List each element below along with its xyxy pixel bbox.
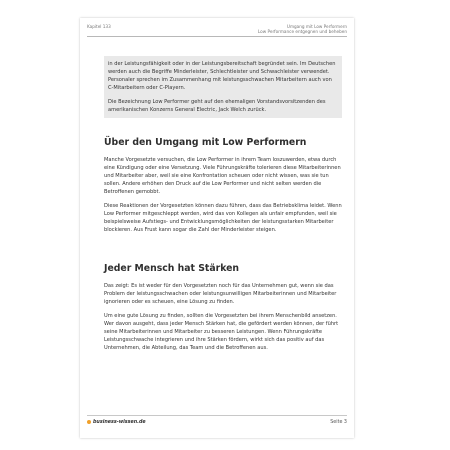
brand-logo[interactable] bbox=[87, 420, 146, 425]
section-staerken bbox=[104, 263, 342, 357]
section-paragraph: Um eine gute Lösung zu finden, sollten die Vorgesetzten bei ihrem Menschenbild ansetzen. Wer davon ausgeht, dass jeder Mensch Stärken hat, die gefördert werden können, der führt seine Mitarbeiterinnen und Mitarbeiter zu besseren Leistungen. Wenn Führungskräfte Leistungsschwache integrieren und ihre Stärken fördern, wirkt sich das positiv auf das Unternehmen, die Abteilung, das Team und die Betroffenen aus. bbox=[104, 312, 339, 351]
header-section-title: Umgang mit Low Performern bbox=[286, 24, 347, 29]
section-paragraph: Manche Vorgesetzte versuchen, die Low Performer in ihrem Team loszuwerden, etwa durch eine Kündigung oder eine Versetzung. Viele Führungskräfte tolerieren diese Mitarbeiterinnen und Mitarbeiter aber, weil sie eine Konfrontation scheuen oder nicht wissen, was sie tun sollen. Andere erhöhen den Druck auf die Low Performer und nicht selten werden die Betroffenen gemobbt. bbox=[104, 157, 341, 195]
document-page bbox=[80, 18, 354, 438]
page-footer bbox=[87, 415, 347, 427]
section-paragraph: Diese Reaktionen der Vorgesetzten können dazu führen, dass das Betriebsklima leidet. Wenn Low Performer mitgeschleppt werden, wird das von Kollegen als unfair empfunden, weil sie beispielsweise Aufstiegs- und Entwicklungsmöglichkeiten der leistungsstarken Mitarbeiter blockieren. Aus Frust kann sogar die Zahl der Minderleister steigen. bbox=[104, 202, 342, 233]
brand-name: business-wissen.de bbox=[93, 419, 146, 425]
intro-paragraph: in der Leistungsfähigkeit oder in der Leistungsbereitschaft begründet sein. Im Deutschen werden auch die Begriffe Minderleister, Schlechtleister und Schwachleister verwendet. Personaler sprechen im Zusammenhang mit leistungsschwachen Mitarbeitern auch von C-Mitarbeitern oder C-Playern. bbox=[108, 61, 336, 91]
section-heading: Jeder Mensch hat Stärken bbox=[104, 263, 240, 274]
section-heading: Über den Umgang mit Low Performern bbox=[104, 137, 307, 148]
brand-dot-icon bbox=[87, 420, 91, 424]
chapter-label: Kapitel 133 bbox=[87, 24, 111, 29]
intro-box bbox=[104, 56, 342, 118]
section-paragraph: Das zeigt: Es ist weder für den Vorgesetzten noch für das Unternehmen gut, wenn sie das Problem der leistungsschwachen oder leistungsunwilligen Mitarbeiterinnen und Mitarbeiter ignorieren oder es scheuen, eine Lösung zu finden. bbox=[104, 283, 337, 305]
page-number: Seite 3 bbox=[330, 419, 347, 425]
header-section-subtitle: Low Performance entgegnen und beheben bbox=[257, 29, 347, 34]
page-header bbox=[87, 24, 347, 37]
section-umgang bbox=[104, 137, 342, 239]
intro-paragraph: Die Bezeichnung Low Performer geht auf den ehemaligen Vorstandsvorsitzenden des amerikanischen Konzerns General Electric, Jack Welch zurück. bbox=[108, 98, 326, 113]
